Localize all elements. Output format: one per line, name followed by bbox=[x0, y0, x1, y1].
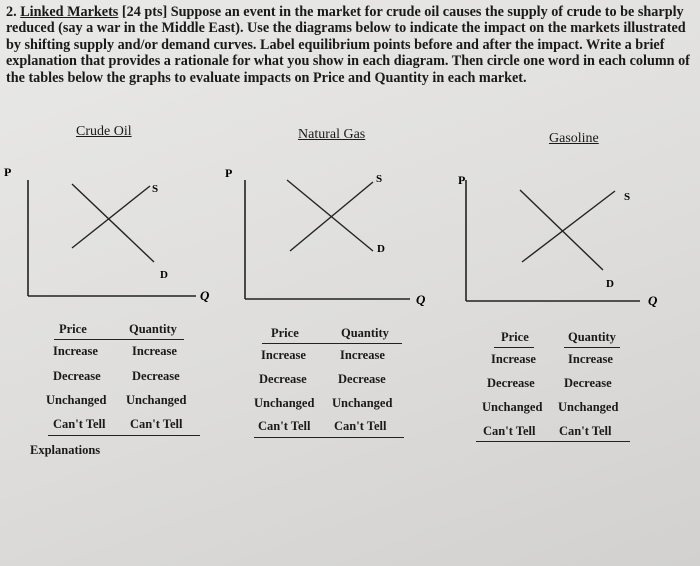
crude-oil-quantity-option[interactable]: Can't Tell bbox=[130, 417, 183, 431]
gasoline-quantity-option[interactable]: Increase bbox=[568, 352, 613, 366]
graph-natural-gas bbox=[225, 166, 426, 307]
market-title-natural-gas: Natural Gas bbox=[298, 127, 366, 142]
crude-oil-price-header: Price bbox=[59, 322, 87, 336]
crude-oil-p-label: P bbox=[4, 165, 12, 179]
crude-oil-price-option[interactable]: Can't Tell bbox=[53, 417, 106, 431]
natural-gas-quantity-option[interactable]: Increase bbox=[340, 348, 385, 362]
natural-gas-price-option[interactable]: Decrease bbox=[259, 372, 307, 386]
table-crude-oil bbox=[44, 322, 204, 438]
gasoline-q-label: Q bbox=[648, 293, 658, 308]
crude-oil-quantity-option[interactable]: Increase bbox=[132, 344, 177, 358]
natural-gas-p-label: P bbox=[225, 166, 233, 180]
gasoline-d-label: D bbox=[606, 278, 614, 290]
question-body: Suppose an event in the market for crude oil causes the supply of crude to be sharply reduced (say a war in the Middle East). Use the diagrams below to indicate the impact on the markets illustrated by shifting supply and/or demand curves. Label equilibrium points before and after the impact. Write a brief explanation that provides a rationale for what you show in each diagram. Then circle one word in each column of the tables below the graphs to evaluate impacts on Price and Quantity in each market. bbox=[6, 4, 690, 86]
gasoline-price-option[interactable]: Increase bbox=[491, 352, 536, 366]
explanations-heading: Explanations bbox=[30, 443, 101, 457]
natural-gas-quantity-header: Quantity bbox=[341, 326, 389, 340]
gasoline-price-option[interactable]: Decrease bbox=[487, 376, 535, 390]
crude-oil-d-label: D bbox=[160, 269, 168, 281]
crude-oil-s-label: S bbox=[152, 183, 159, 195]
crude-oil-price-option[interactable]: Unchanged bbox=[46, 393, 107, 407]
crude-oil-header-rule bbox=[54, 339, 184, 340]
gasoline-supply-curve bbox=[522, 191, 615, 262]
question-points: [24 pts] bbox=[121, 4, 168, 20]
gasoline-price-header: Price bbox=[501, 330, 529, 344]
natural-gas-price-header: Price bbox=[271, 326, 299, 340]
crude-oil-price-option[interactable]: Increase bbox=[53, 344, 98, 358]
gasoline-price-header-rule bbox=[494, 347, 534, 348]
natural-gas-quantity-option[interactable]: Unchanged bbox=[332, 396, 393, 410]
natural-gas-price-option[interactable]: Increase bbox=[261, 348, 306, 362]
crude-oil-demand-curve bbox=[72, 184, 154, 262]
crude-oil-quantity-header: Quantity bbox=[129, 322, 177, 336]
natural-gas-quantity-option[interactable]: Can't Tell bbox=[334, 419, 387, 433]
table-gasoline bbox=[482, 330, 642, 446]
crude-oil-quantity-option[interactable]: Unchanged bbox=[126, 393, 187, 407]
gasoline-quantity-option[interactable]: Unchanged bbox=[558, 400, 619, 414]
crude-oil-price-option[interactable]: Decrease bbox=[53, 369, 101, 383]
crude-oil-bottom-rule bbox=[48, 435, 200, 436]
natural-gas-bottom-rule bbox=[254, 437, 404, 438]
gasoline-price-option[interactable]: Can't Tell bbox=[483, 424, 536, 438]
gasoline-p-label: P bbox=[458, 173, 466, 187]
gasoline-quantity-header-rule bbox=[564, 347, 620, 348]
crude-oil-quantity-option[interactable]: Decrease bbox=[132, 369, 180, 383]
natural-gas-d-label: D bbox=[377, 243, 385, 255]
gasoline-s-label: S bbox=[624, 191, 631, 203]
gasoline-quantity-option[interactable]: Decrease bbox=[564, 376, 612, 390]
gasoline-quantity-option[interactable]: Can't Tell bbox=[559, 424, 612, 438]
natural-gas-s-label: S bbox=[376, 173, 383, 185]
market-title-gasoline: Gasoline bbox=[549, 131, 599, 146]
gasoline-demand-curve bbox=[520, 190, 603, 270]
natural-gas-demand-curve bbox=[287, 180, 373, 251]
natural-gas-price-option[interactable]: Unchanged bbox=[254, 396, 315, 410]
crude-oil-q-label: Q bbox=[200, 288, 210, 303]
question-number: 2. bbox=[6, 4, 17, 20]
market-title-crude-oil: Crude Oil bbox=[76, 124, 132, 139]
natural-gas-q-label: Q bbox=[416, 292, 426, 307]
question-topic: Linked Markets bbox=[20, 4, 119, 20]
gasoline-bottom-rule bbox=[476, 441, 630, 442]
natural-gas-price-option[interactable]: Can't Tell bbox=[258, 419, 311, 433]
natural-gas-quantity-option[interactable]: Decrease bbox=[338, 372, 386, 386]
graph-gasoline bbox=[458, 173, 658, 308]
gasoline-price-option[interactable]: Unchanged bbox=[482, 400, 543, 414]
gasoline-quantity-header: Quantity bbox=[568, 330, 616, 344]
graph-crude-oil bbox=[4, 165, 210, 303]
natural-gas-header-rule bbox=[262, 343, 402, 344]
table-natural-gas bbox=[254, 326, 414, 442]
